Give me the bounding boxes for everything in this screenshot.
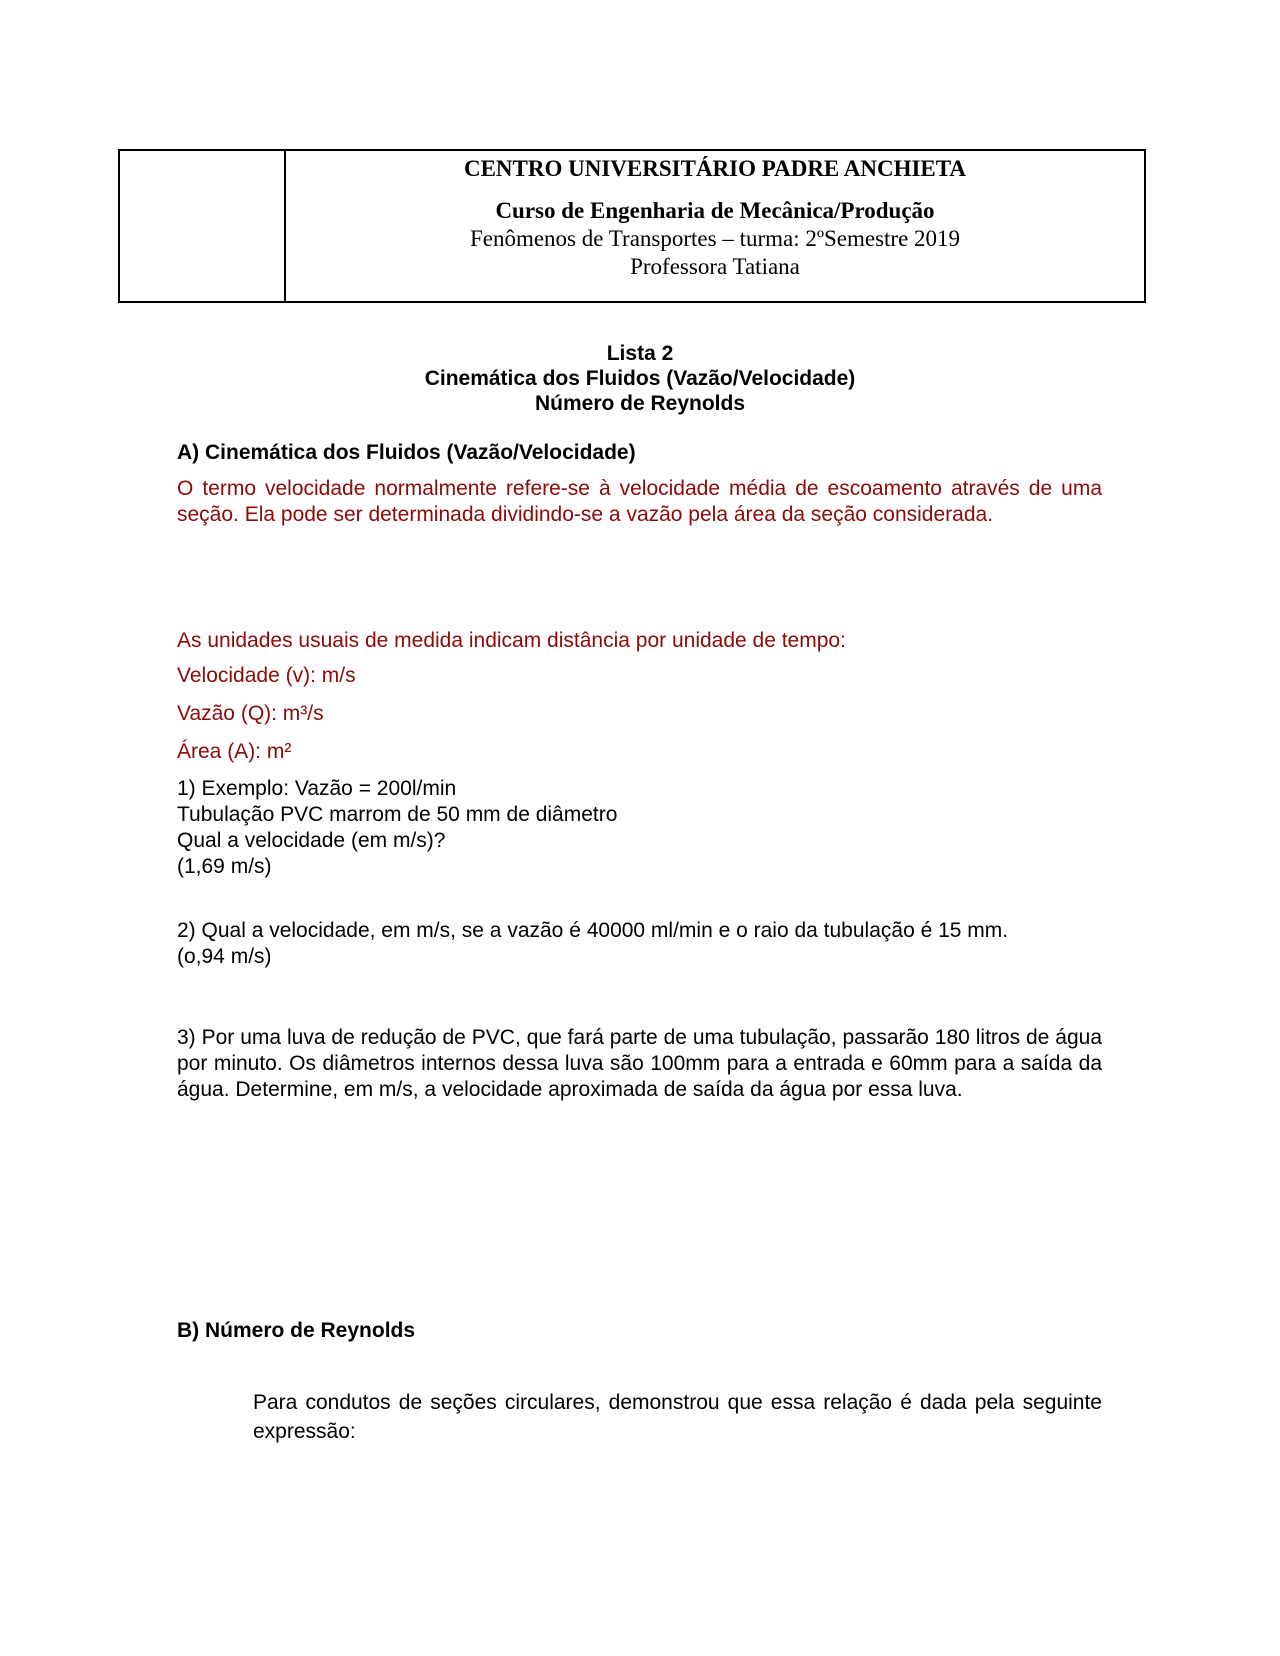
- header-info-cell: [286, 151, 1144, 301]
- question-2-answer: (o,94 m/s): [177, 945, 272, 968]
- header-table: [118, 149, 1146, 303]
- document-titles: [0, 341, 1280, 416]
- question-3: 3) Por uma luva de redução de PVC, que fará parte de uma tubulação, passarão 180 litros de água por minuto. Os diâmetros internos dessa luva são 100mm para a entrada e 60mm para a saída da água. Determine, em m/s, a velocidade aproximada de saída da água por essa luva.: [177, 1026, 1102, 1101]
- question-2-line: 2) Qual a velocidade, em m/s, se a vazão é 40000 ml/min e o raio da tubulação é 15 mm.: [177, 919, 1009, 942]
- unit-area: Área (A): m²: [177, 740, 292, 763]
- section-b-text: Para condutos de seções circulares, demonstrou que essa relação é dada pela seguinte expressão:: [253, 1391, 1102, 1443]
- section-b-heading: B) Número de Reynolds: [177, 1319, 416, 1342]
- class-info: Fenômenos de Transportes – turma: 2ºSemestre 2019: [469, 226, 961, 251]
- list-title: Lista 2: [606, 342, 674, 365]
- logo-cell: [120, 151, 286, 301]
- institution-name: CENTRO UNIVERSITÁRIO PADRE ANCHIETA: [463, 156, 967, 181]
- unit-flow: Vazão (Q): m³/s: [177, 702, 324, 725]
- professor-name: Professora Tatiana: [630, 254, 800, 279]
- question-1: [177, 776, 1102, 880]
- units-intro: As unidades usuais de medida indicam distância por unidade de tempo:: [177, 629, 846, 652]
- section-a-intro: O termo velocidade normalmente refere-se à velocidade média de escoamento através de uma seção. Ela pode ser determinada dividindo-se a vazão pela área da seção considerada.: [177, 477, 1102, 526]
- subtopic-title: Número de Reynolds: [534, 392, 746, 415]
- topic-title: Cinemática dos Fluidos (Vazão/Velocidade): [424, 367, 856, 390]
- question-1-line: Qual a velocidade (em m/s)?: [177, 829, 446, 852]
- question-1-line: 1) Exemplo: Vazão = 200l/min: [177, 777, 457, 800]
- question-1-answer: (1,69 m/s): [177, 855, 272, 878]
- question-2: [177, 918, 1102, 970]
- unit-velocity: Velocidade (v): m/s: [177, 664, 356, 687]
- section-a-heading: A) Cinemática dos Fluidos (Vazão/Velocidade): [177, 441, 636, 464]
- course-name: Curso de Engenharia de Mecânica/Produção: [495, 198, 935, 223]
- question-1-line: Tubulação PVC marrom de 50 mm de diâmetro: [177, 803, 618, 826]
